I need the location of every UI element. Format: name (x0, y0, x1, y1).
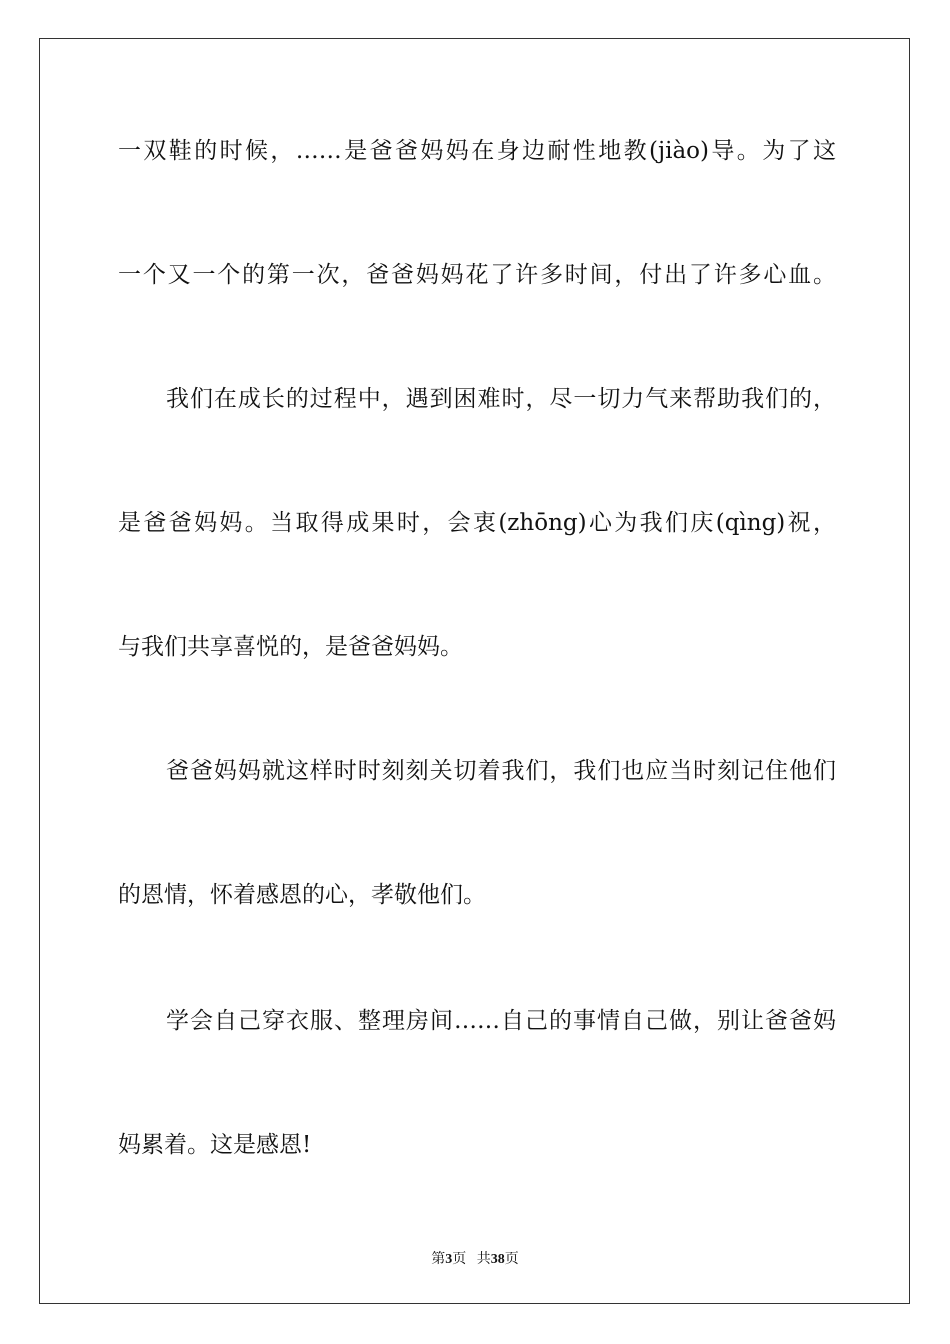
page-footer (0, 1248, 950, 1268)
page-border (39, 38, 910, 1304)
text-line-4: 是爸爸妈妈。当取得成果时，会衷(zhōng)心为我们庆(qìng)祝， (118, 510, 836, 536)
total-suffix: 页 (504, 1252, 519, 1267)
text-line-5: 与我们共享喜悦的，是爸爸妈妈。 (118, 634, 463, 660)
text-line-1: 一双鞋的时候，……是爸爸妈妈在身边耐性地教(jiào)导。为了这 (118, 138, 836, 164)
text-line-9: 妈累着。这是感恩! (118, 1132, 312, 1158)
text-line-7: 的恩情，怀着感恩的心，孝敬他们。 (118, 882, 486, 908)
total-pages: 38 (490, 1252, 505, 1267)
text-line-6: 爸爸妈妈就这样时时刻刻关切着我们，我们也应当时刻记住他们 (166, 758, 836, 784)
text-line-3: 我们在成长的过程中，遇到困难时，尽一切力气来帮助我们的， (166, 386, 836, 412)
text-line-8: 学会自己穿衣服、整理房间……自己的事情自己做，别让爸爸妈 (166, 1008, 836, 1034)
page-number: 3 (445, 1252, 453, 1267)
page-prefix: 第 (431, 1252, 446, 1267)
total-prefix: 共 (476, 1252, 491, 1267)
page-suffix: 页 (452, 1252, 467, 1267)
text-line-2: 一个又一个的第一次，爸爸妈妈花了许多时间，付出了许多心血。 (118, 262, 836, 288)
